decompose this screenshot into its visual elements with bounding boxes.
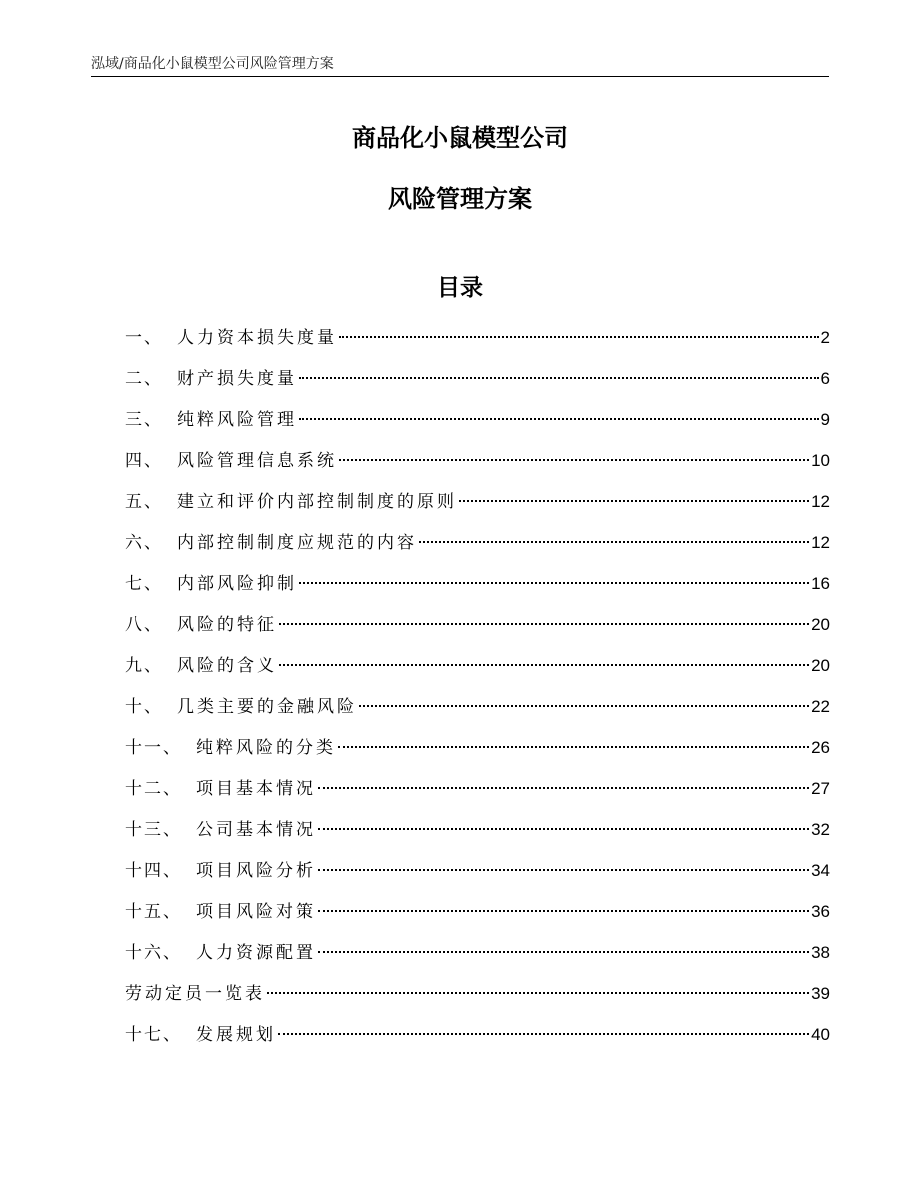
toc-dot-leader	[299, 582, 809, 584]
document-title-line-1: 商品化小鼠模型公司	[352, 124, 568, 152]
toc-entry-page-number: 40	[811, 1025, 830, 1044]
toc-entry-page-number: 22	[811, 697, 830, 716]
toc-entry[interactable]	[125, 404, 830, 445]
toc-dot-leader	[299, 377, 819, 379]
toc-entry-number: 十六、	[125, 943, 182, 963]
toc-entry-title: 项目风险对策	[196, 902, 316, 922]
toc-entry-number: 六、	[125, 533, 163, 553]
toc-entry-title: 项目风险分析	[196, 861, 316, 881]
toc-entry-page-number: 10	[811, 451, 830, 470]
toc-entry-title: 内部风险抑制	[177, 574, 297, 594]
toc-entry-page-number: 9	[820, 410, 830, 429]
toc-dot-leader	[318, 787, 809, 789]
toc-entry-page-number: 26	[811, 738, 830, 757]
toc-dot-leader	[299, 418, 819, 420]
toc-entry-title: 发展规划	[196, 1025, 276, 1045]
toc-entry[interactable]	[125, 650, 830, 691]
table-of-contents	[125, 322, 830, 1060]
toc-dot-leader	[278, 1033, 809, 1035]
toc-entry[interactable]	[125, 732, 830, 773]
toc-entry-page-number: 39	[811, 984, 830, 1003]
toc-entry-number: 五、	[125, 492, 163, 512]
toc-dot-leader	[459, 500, 809, 502]
toc-entry-page-number: 2	[820, 328, 830, 347]
toc-entry[interactable]	[125, 527, 830, 568]
toc-entry-title: 纯粹风险的分类	[196, 738, 336, 758]
toc-entry-page-number: 20	[811, 656, 830, 675]
toc-entry[interactable]	[125, 1019, 830, 1060]
toc-entry[interactable]	[125, 896, 830, 937]
toc-entry-page-number: 20	[811, 615, 830, 634]
toc-entry-title: 人力资本损失度量	[177, 328, 337, 348]
toc-dot-leader	[279, 623, 809, 625]
toc-entry-title: 劳动定员一览表	[125, 984, 265, 1004]
toc-entry-number: 十七、	[125, 1025, 182, 1045]
toc-entry-title: 公司基本情况	[196, 820, 316, 840]
toc-entry-page-number: 27	[811, 779, 830, 798]
toc-entry-number: 十二、	[125, 779, 182, 799]
toc-entry[interactable]	[125, 568, 830, 609]
toc-entry-number: 三、	[125, 410, 163, 430]
toc-dot-leader	[339, 459, 809, 461]
toc-entry[interactable]	[125, 322, 830, 363]
toc-entry[interactable]	[125, 978, 830, 1019]
toc-entry-title: 风险的特征	[177, 615, 277, 635]
toc-entry-number: 一、	[125, 328, 163, 348]
toc-entry-title: 几类主要的金融风险	[177, 697, 357, 717]
toc-entry-page-number: 36	[811, 902, 830, 921]
toc-entry[interactable]	[125, 691, 830, 732]
toc-entry-title: 纯粹风险管理	[177, 410, 297, 430]
toc-entry[interactable]	[125, 486, 830, 527]
toc-entry-page-number: 16	[811, 574, 830, 593]
toc-entry-number: 八、	[125, 615, 163, 635]
toc-entry-number: 四、	[125, 451, 163, 471]
toc-entry-page-number: 12	[811, 533, 830, 552]
toc-dot-leader	[359, 705, 809, 707]
toc-entry-number: 七、	[125, 574, 163, 594]
toc-entry[interactable]	[125, 814, 830, 855]
toc-entry-number: 十四、	[125, 861, 182, 881]
toc-entry-title: 内部控制制度应规范的内容	[177, 533, 417, 553]
toc-entry[interactable]	[125, 609, 830, 650]
toc-dot-leader	[339, 336, 819, 338]
toc-entry-number: 十五、	[125, 902, 182, 922]
toc-entry-number: 九、	[125, 656, 163, 676]
toc-entry-title: 风险的含义	[177, 656, 277, 676]
toc-entry-number: 十、	[125, 697, 163, 717]
toc-dot-leader	[419, 541, 809, 543]
toc-dot-leader	[318, 869, 809, 871]
toc-entry-page-number: 12	[811, 492, 830, 511]
toc-entry[interactable]	[125, 937, 830, 978]
toc-entry-title: 建立和评价内部控制制度的原则	[177, 492, 457, 512]
toc-entry-page-number: 38	[811, 943, 830, 962]
document-title-line-2: 风险管理方案	[388, 185, 532, 213]
toc-dot-leader	[267, 992, 809, 994]
toc-entry-page-number: 32	[811, 820, 830, 839]
toc-entry-page-number: 6	[820, 369, 830, 388]
toc-entry-title: 项目基本情况	[196, 779, 316, 799]
toc-dot-leader	[318, 910, 809, 912]
toc-entry-title: 风险管理信息系统	[177, 451, 337, 471]
toc-entry[interactable]	[125, 363, 830, 404]
toc-entry-number: 十一、	[125, 738, 182, 758]
toc-entry[interactable]	[125, 855, 830, 896]
toc-dot-leader	[279, 664, 809, 666]
toc-entry[interactable]	[125, 773, 830, 814]
toc-heading: 目录	[437, 275, 483, 301]
toc-dot-leader	[338, 746, 809, 748]
toc-entry-page-number: 34	[811, 861, 830, 880]
toc-dot-leader	[318, 828, 809, 830]
toc-entry-number: 十三、	[125, 820, 182, 840]
toc-entry[interactable]	[125, 445, 830, 486]
running-header: 泓域/商品化小鼠模型公司风险管理方案	[91, 54, 829, 77]
toc-entry-title: 人力资源配置	[196, 943, 316, 963]
toc-dot-leader	[318, 951, 809, 953]
toc-entry-title: 财产损失度量	[177, 369, 297, 389]
toc-entry-number: 二、	[125, 369, 163, 389]
